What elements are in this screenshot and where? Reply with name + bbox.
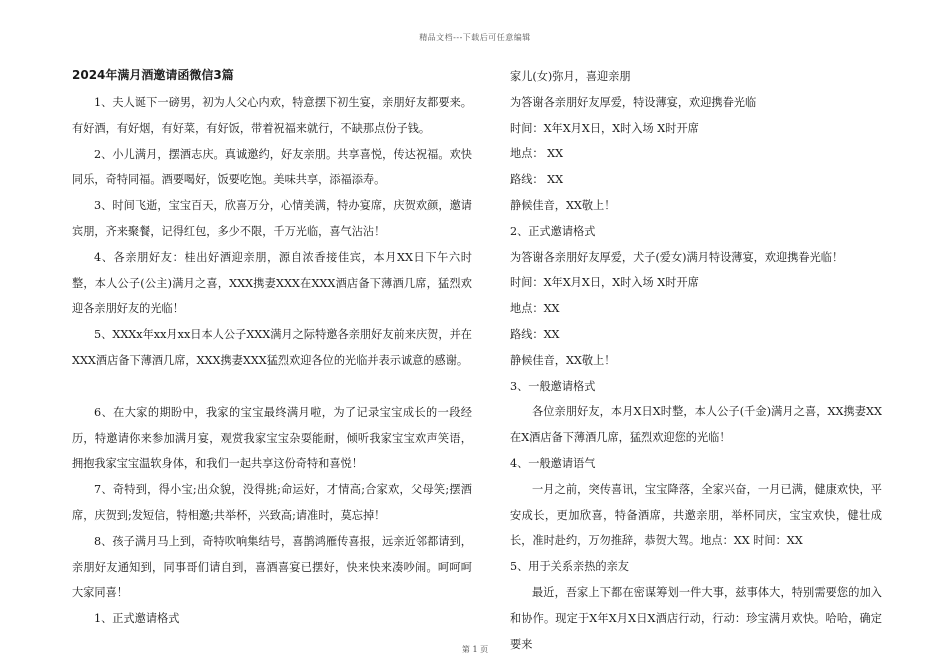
paragraph: 最近，吾家上下都在密谋筹划一件大事，兹事体大，特别需要您的加入和协作。现定于X年X月X日X酒店行动，行动：珍宝满月欢快。哈哈，确定要来 xyxy=(510,585,882,651)
paragraph: 5、XXXx年xx月xx日本人公子XXX满月之际特邀各亲朋好友前来庆贺，并在XXX酒店备下薄酒几席，XXX携妻XXX猛烈欢迎各位的光临并表示诚意的感谢。 xyxy=(72,328,472,367)
paragraph-spacer xyxy=(72,374,472,400)
paragraph: 7、奇特到，得小宝;出众貌，没得挑;命运好，才情高;合家欢，父母笑;摆酒席，庆贺到;发短信，特相邀;共举杯，兴致高;请准时，莫忘掉！ xyxy=(72,483,472,522)
paragraph: 6、在大家的期盼中，我家的宝宝最终满月啦，为了记录宝宝成长的一段经历，特邀请你来参加满月宴，观赏我家宝宝杂耍能耐，倾听我家宝宝欢声笑语，拥抱我家宝宝温软身体，和我们一起共享这份奇特和喜悦！ xyxy=(72,405,472,471)
document-title: 2024年满月酒邀请函微信3篇 xyxy=(72,68,234,82)
paragraph: 4、各亲朋好友：桂出好酒迎亲朋，源自浓香接佳宾，本月XX日下午六时整，本人公子(公主)满月之喜，XXX携妻XXX在XXX酒店备下薄酒几席，猛烈欢迎各亲朋好友的光临！ xyxy=(72,250,472,316)
right-column xyxy=(510,64,882,657)
paragraph: 时间：X年X月X日，X时入场 X时开席 xyxy=(510,121,699,135)
section-heading: 4、一般邀请语气 xyxy=(510,456,596,470)
paragraph: 为答谢各亲朋好友厚爱，犬子(爱女)满月特设薄宴，欢迎携眷光临！ xyxy=(510,250,844,264)
paragraph: 静候佳音，XX敬上！ xyxy=(510,198,616,212)
left-column xyxy=(72,64,472,632)
paragraph: 路线：XX xyxy=(510,327,560,341)
paragraph: 2、小儿满月，摆酒志庆。真诚邀约，好友亲朋。共享喜悦，传达祝福。欢快同乐，奇特同福。酒要喝好，饭要吃饱。美味共享，添福添寿。 xyxy=(72,147,472,187)
paragraph: 静候佳音，XX敬上！ xyxy=(510,353,616,367)
section-heading: 5、用于关系亲热的亲友 xyxy=(510,560,629,574)
paragraph: 为答谢各亲朋好友厚爱，特设薄宴，欢迎携眷光临 xyxy=(510,95,757,109)
paragraph: 3、时间飞逝，宝宝百天，欣喜万分，心情美满，特办宴席，庆贺欢颜，邀请宾朋，齐来聚餐，记得红包，多少不限，千万光临，喜气沾沾！ xyxy=(72,199,472,238)
paragraph: 路线： XX xyxy=(510,173,564,187)
paragraph: 地点：XX xyxy=(510,302,560,316)
paragraph: 一月之前，突传喜讯，宝宝降落，全家兴奋，一月已满，健康欢快，平安成长，更加欣喜，特备酒席，共邀亲朋，举杯同庆，宝宝欢快，健壮成长，准时赴约，万勿推辞，恭贺大驾。地点：XX 时间：XX xyxy=(510,482,882,548)
paragraph: 各位亲朋好友，本月X日X时整，本人公子(千金)满月之喜，XX携妻XX在X酒店备下薄酒几席，猛烈欢迎您的光临！ xyxy=(510,405,882,445)
page-header: 精品文档---下载后可任意编辑 xyxy=(419,33,531,42)
section-heading: 1、正式邀请格式 xyxy=(94,612,180,626)
paragraph: 8、孩子满月马上到，奇特吹响集结号，喜鹊鸿雁传喜报，远亲近邻都请到，亲朋好友通知到，同事哥们请自到，喜酒喜宴已摆好，快来快来凑吵闹。呵呵呵大家同喜！ xyxy=(72,534,472,600)
section-heading: 3、一般邀请格式 xyxy=(510,379,596,393)
paragraph: 家儿(女)弥月，喜迎亲朋 xyxy=(510,70,631,83)
paragraph: 时间：X年X月X日，X时入场 X时开席 xyxy=(510,276,699,290)
paragraph: 1、夫人诞下一磅男，初为人父心内欢，特意摆下初生宴，亲朋好友都要来。有好酒，有好烟，有好菜，有好饭，带着祝福来就行，不缺那点份子钱。 xyxy=(72,96,472,135)
section-heading: 2、正式邀请格式 xyxy=(510,224,596,238)
page-number: 第 1 页 xyxy=(461,645,489,654)
paragraph: 地点： XX xyxy=(510,147,564,161)
